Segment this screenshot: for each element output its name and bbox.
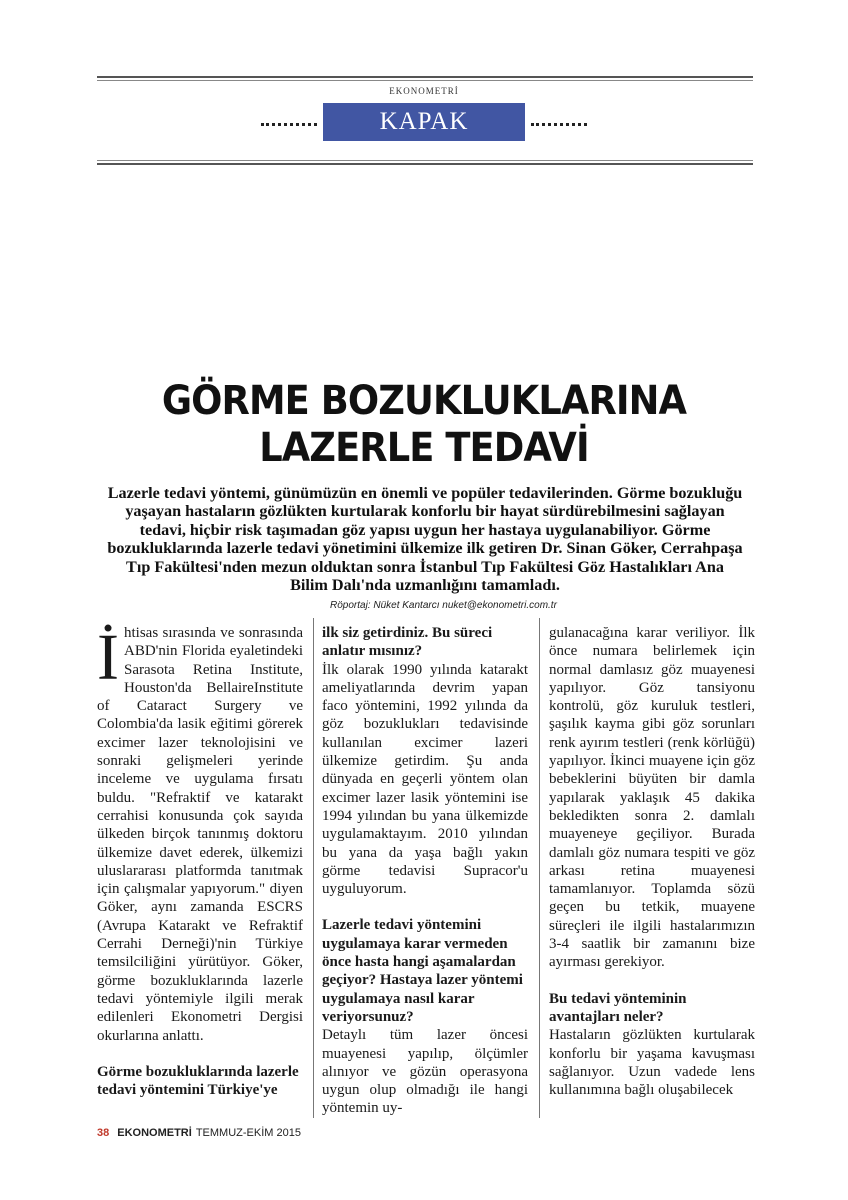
column-1 — [97, 621, 303, 1099]
question-1-start: Görme bozukluklarında lazerle tedavi yöntemini Türkiye'ye — [97, 1063, 299, 1099]
bottom-rule — [97, 163, 753, 165]
answer-1: İlk olarak 1990 yılında katarakt ameliyatlarında devrim yapan faco yöntemini, 1992 yılında da göz bozuklukları tedavisinde kullanılan excimer lazeri ülkemize getirdim. Şu anda dünyada en geçerli yöntem olan excimer lazer lasik yöntemini ise 1994 yılından bu yana ülkemizde uygulamaktayım. 2010 yılından bu yana da yaşa bağlı yakın görme tedavisi Supracor'u uyguluyorum. — [322, 661, 528, 898]
answer-3-start: Hastaların gözlükten kurtularak konforlu bir yaşama kavuşması sağlanıyor. Uzun vadede lens kullanımına bağlı oluşabilecek — [549, 1027, 755, 1099]
answer-2-start: Detaylı tüm lazer öncesi muayenesi yapılıp, ölçümler alınıyor ve gözün operasyona uygun olup olmadığı ile hangi yöntemin uy- — [322, 1027, 528, 1117]
column-divider-2 — [539, 618, 540, 1118]
top-rule-thin — [97, 80, 753, 81]
question-3: Bu tedavi yönteminin avantajları neler? — [549, 990, 687, 1025]
section-banner — [0, 103, 848, 141]
dotted-leader-right — [531, 123, 587, 126]
top-rule — [97, 76, 753, 78]
magazine-name: EKONOMETRİ — [117, 1127, 192, 1139]
bottom-rule-thin — [97, 160, 753, 161]
issue-date: TEMMUZ-EKİM 2015 — [195, 1127, 301, 1139]
page-number: 38 — [97, 1127, 110, 1139]
article-title — [34, 378, 814, 472]
title-line-1: GÖRME BOZUKLUKLARINA — [161, 378, 687, 424]
section-label: KAPAK — [323, 103, 525, 141]
question-2: Lazerle tedavi yöntemini uygulamaya karar vermeden önce hasta hangi aşamalardan geçiyor? Hastaya lazer yöntemi uygulamaya nasıl karar veriyorsunuz? — [322, 917, 523, 1025]
intro-text: htisas sırasında ve sonrasında ABD'nin Florida eyaletindeki Sarasota Retina Institute, Houston'da BellaireInstitute of Cataract Surgery ve Colombia'da lasik eğitimi görerek excimer lazer teknolojisini ve sonraki gelişmeleri yerinde inceleme ve uygulama fırsatı buldu. "Refraktif ve katarakt cerrahisi konusunda çok sayıda ülkeden birçok tanınmış doktoru ülkemize davet ederek, ülkemizi uluslararası platformda tanıtmak için çalışmalar yapıyorum." diyen Göker, aynı zamanda ESCRS (Avrupa Katarakt ve Refraktif Cerrahi Derneği)'nin Türkiye temsilciliğini yürütüyor. Göker, görme bozukluklarında lazerle tedavi yöntemiyle ilgili merak edilenleri Ekonometri Dergisi okurlarına anlattı. — [97, 625, 303, 1044]
page-footer — [97, 1127, 301, 1139]
drop-cap: İ — [97, 621, 119, 694]
article-lead: Lazerle tedavi yöntemi, günümüzün en önemli ve popüler tedavilerinden. Görme bozukluğu yaşayan hastaların gözlükten kurtularak konforlu bir hayat sürdürebilmesini sağlayan tedavi, hiçbir risk taşımadan göz yapısı uygun her hastaya uygulanabiliyor. Görme bozukluklarında lazerle tedavi yönetimini ülkemize ilk getiren Dr. Sinan Göker, Cerrahpaşa Tıp Fakültesi'nden mezun olduktan sonra İstanbul Tıp Fakültesi Göz Hastalıkları Ana Bilim Dalı'nda uzmanlığını tamamladı. — [107, 484, 743, 595]
column-divider-1 — [313, 618, 314, 1118]
column-3 — [549, 624, 755, 1099]
answer-2-end: gulanacağına karar veriliyor. İlk önce numara belirlemek için normal damlasız göz muayenesi yapılıyor. Göz tansiyonu kontrolü, göz kuruluk testleri, şaşılık kayma gibi göz sorunları renk ayırım testleri (renk körlüğü) yapılıyor. İkinci muayene için göz bebeklerini büyüten bir damla yapılarak yaklaşık 45 dakika bekledikten sonra 2. damlalı muayeneye geçiliyor. Burada damlalı göz numara tespiti ve göz arkası retina muayenesi tamamlanıyor. Toplamda sözü geçen bu tetkik, muayene süreçleri ile ilgili hastalarımızın 3-4 saatlik bir zamanını bize ayırması gerekiyor. — [549, 625, 755, 971]
intro-paragraph — [97, 621, 303, 1045]
title-line-2: LAZERLE TEDAVİ — [259, 425, 589, 471]
interview-credit: Röportaj: Nüket Kantarcı nuket@ekonometri.com.tr — [330, 600, 557, 611]
question-1-end: ilk siz getirdiniz. Bu süreci anlatır mısınız? — [322, 625, 493, 660]
dotted-leader-left — [261, 123, 317, 126]
column-2 — [322, 624, 528, 1118]
section-kicker: EKONOMETRİ — [389, 86, 459, 96]
